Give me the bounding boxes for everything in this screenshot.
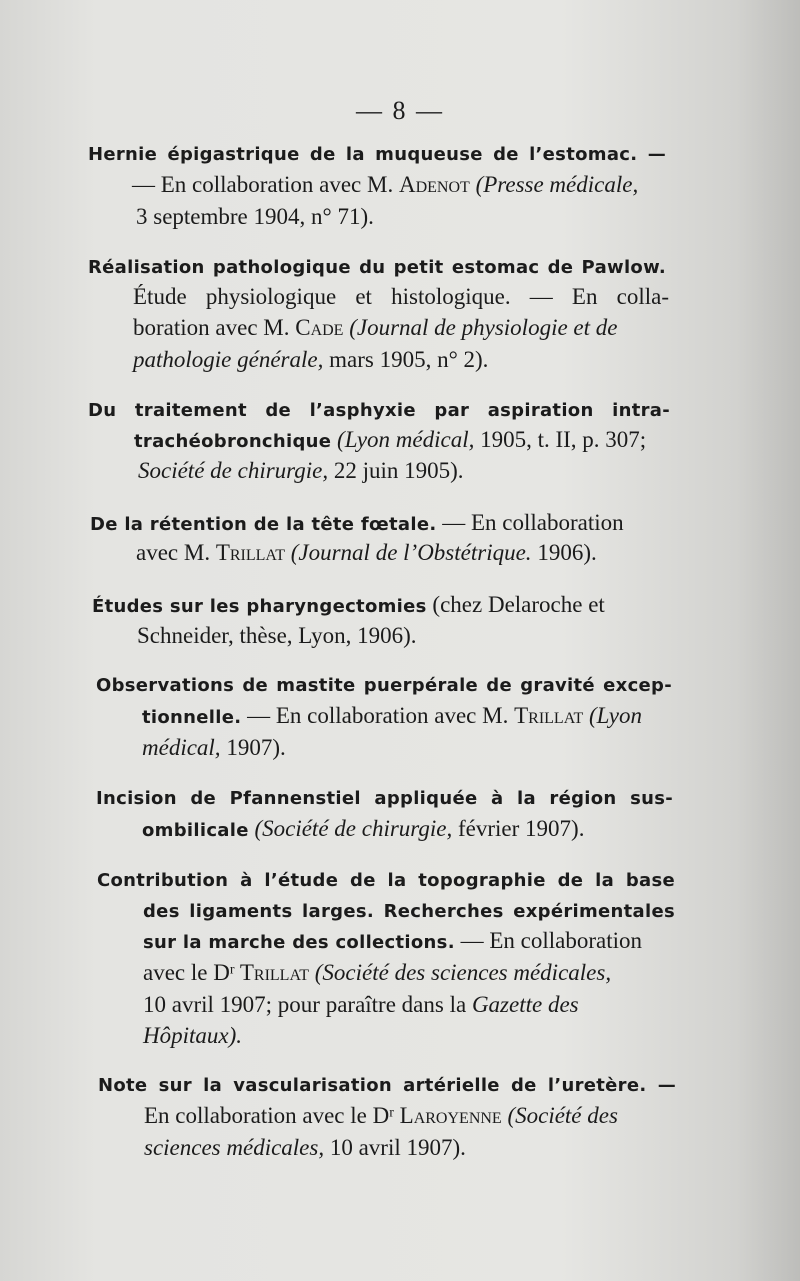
publication: Gazette des <box>471 992 579 1017</box>
entry-text: Schneider, thèse, Lyon, 1906). <box>137 623 417 648</box>
publication: (Lyon médical, <box>331 427 475 452</box>
entry-text: avec M. Trillat (Journal de l’Obstétrique. 1906). <box>136 540 597 565</box>
entry-text: médical, 1907). <box>142 735 286 760</box>
entry-text: tionnelle. — En collaboration avec M. Trillat (Lyon <box>142 703 642 728</box>
author-name: Trillat <box>234 960 310 985</box>
entry-text: boration avec M. Cade (Journal de physiologie et de <box>133 315 618 340</box>
publication: (Lyon <box>583 703 642 728</box>
publication: pathologie générale, <box>133 347 324 372</box>
entry-title: Observations de mastite puerpérale de gravité excep- <box>96 675 672 696</box>
publication: sciences médicales, <box>144 1135 325 1160</box>
entry-text: 10 avril 1907; pour paraître dans la Gazette des <box>143 992 579 1017</box>
entry-title: Études sur les pharyngectomies (chez Delaroche et <box>92 592 605 617</box>
entry-title: Réalisation pathologique du petit estomac de Pawlow. <box>88 257 666 278</box>
publication: (Journal de l’Obstétrique. <box>284 540 532 565</box>
author-name: Cade <box>295 315 344 340</box>
entry-text: 3 septembre 1904, n° 71). <box>136 204 374 229</box>
author-name: Laroyenne <box>393 1103 502 1128</box>
entry-title: Note sur la vascularisation artérielle de l’uretère. — <box>98 1075 676 1096</box>
author-name: Adenot <box>398 172 470 197</box>
entry-text: — En collaboration avec M. Adenot (Presse médicale, <box>132 172 639 197</box>
entry-title: Hernie épigastrique de la muqueuse de l’estomac. — <box>88 144 666 165</box>
publication: (Presse médicale, <box>469 172 639 197</box>
entry-text: trachéobronchique (Lyon médical, 1905, t. II, p. 307; <box>134 427 647 452</box>
publication: (Société de chirurgie, <box>248 816 453 841</box>
publication: médical, <box>142 735 221 760</box>
entry-text: ombilicale (Société de chirurgie, février 1907). <box>142 816 585 841</box>
publication: (Journal de physiologie et de <box>343 315 618 340</box>
entry-title: Contribution à l’étude de la topographie de la base <box>97 870 675 891</box>
entry-text: Étude physiologique et histologique. — En colla- <box>133 284 669 309</box>
page-number: — 8 — <box>356 96 444 125</box>
entry-text: sciences médicales, 10 avril 1907). <box>144 1135 466 1160</box>
publication: (Société des <box>501 1103 618 1128</box>
publication: Société de chirurgie, <box>138 458 329 483</box>
entry-text: avec le $D^r$ Trillat (Société des sciences médicales, <box>143 960 612 985</box>
publication: Hôpitaux). <box>143 1023 243 1048</box>
entry-text: Société de chirurgie, 22 juin 1905). <box>138 458 464 483</box>
entry-title: Incision de Pfannenstiel appliquée à la région sus- <box>96 788 673 809</box>
publication: (Société des sciences médicales, <box>309 960 612 985</box>
entry-text: sur la marche des collections. — En collaboration <box>143 928 642 953</box>
entry-title: De la rétention de la tête fœtale. — En collaboration <box>90 510 624 535</box>
author-name: Trillat <box>514 703 584 728</box>
author-name: Trillat <box>215 540 285 565</box>
entry-title: Du traitement de l’asphyxie par aspiration intra- <box>88 400 670 421</box>
entry-text: En collaboration avec le $D^r$ Laroyenne (Société des <box>144 1103 618 1128</box>
entry-title: des ligaments larges. Recherches expérimentales <box>143 901 675 922</box>
entry-text: pathologie générale, mars 1905, n° 2). <box>133 347 489 372</box>
